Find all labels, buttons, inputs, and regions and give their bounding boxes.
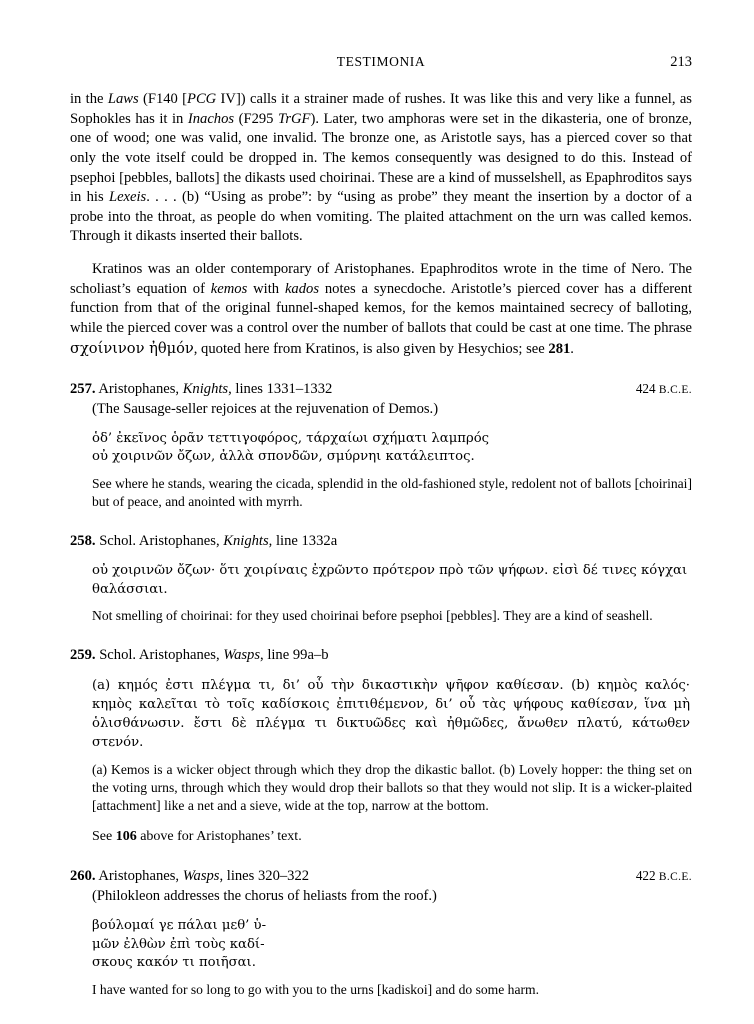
entry-258-number: 258. (70, 533, 96, 550)
entry-258 (70, 532, 692, 625)
comm-text-1: Kratinos was an older contemporary of Aristophanes. Epaphroditos wrote in the time of Nero. The scholiast’s equation of (70, 261, 692, 297)
entry-259 (70, 646, 692, 846)
entry-260-greek-line-1: βούλομαί γε πάλαι μεθ’ ὑ- (92, 917, 267, 933)
entry-257-translation: See where he stands, wearing the cicada, splendid in the old-fashioned style, redolent not of ballots [choirinai] but of peace, and anointed with myrrh. (92, 475, 692, 510)
entry-258-greek-line-2: θαλάσσιαι. (92, 581, 168, 597)
cont-text-3: IV]) calls it a strainer made of rushes. It was like this and very like a funnel, as Sophokles has it in (70, 91, 692, 127)
cont-text-4: (F295 (234, 110, 279, 127)
entry-257-work-title: Knights (182, 381, 229, 398)
entry-260-greek (70, 917, 692, 973)
comm-text-3: notes a synecdoche. Aristotle’s pierced cover has a different function from that of the original funnel-shaped kemos, for the kemos maintained secrecy of balloting, while the pierced cover was a control over the number of ballots that could be cast at one time. The phrase (70, 280, 692, 336)
cont-text-5: ). Later, two amphoras were set in the dikasteria, one of bronze, one of wood; one was valid, one invalid. The bronze one, as Aristotle says, has a pierced cover so that only the vote itself could be dropped in. The kemos consequently was designed to do this. Instead of psephoi [pebbles, ballots] the dikasts used choirinai. These are a kind of musselshell, as Epaphroditos says in his (70, 110, 692, 206)
comm-greek-phrase: σχοίνινον ἠθμόν (70, 339, 194, 357)
entry-257-subline: (The Sausage-seller rejoices at the rejuvenation of Demos.) (92, 400, 439, 417)
entry-257-citation-after: , lines 1331–1332 (228, 381, 333, 398)
entry-259-greek: (a) κημός ἐστι πλέγμα τι, δι’ οὗ τὴν δικαστικὴν ψῆφον καθίεσαν. (b) κημὸς καλός· κημὸς καλεῖται τὸ τοῖς καδίσκοις ἐπιτιθέμενον, δι’ οὗ τὰς ψήφους καθίεσαν, ἵνα μὴ ὁλισθάνωσιν. ἔστι δὲ πλέγμα τι δικτυῶδες καὶ ἠθμῶδες, ἄνωθεν πλατύ, κάτωθεν στενόν. (92, 678, 690, 751)
entry-257-number: 257. (70, 381, 96, 398)
entry-257-greek-line-1: ὁδ’ ἐκεῖνος ὁρᾶν τεττιγοφόρος, τάρχαίωι σχήματι λαμπρός (92, 430, 490, 446)
entry-257-greek (70, 430, 692, 467)
entry-260-greek-line-3: σκους κακόν τι ποιῆσαι. (92, 955, 256, 971)
entry-259-note-text-1: See (92, 828, 116, 844)
cont-title-inachos: Inachos (187, 110, 235, 127)
entry-257 (70, 380, 692, 511)
entry-260 (70, 867, 692, 999)
cont-title-pcg: PCG (187, 91, 217, 107)
cont-title-trgf: TrGF (278, 110, 311, 127)
cont-title-lexeis: Lexeis (108, 189, 147, 206)
entry-258-greek-line-1: οὐ χοιρινῶν ὄζων· ὅτι χοιρίναις ἐχρῶντο πρότερον πρὸ τῶν ψήφων. εἰσὶ δέ τινες κόγχαι (92, 562, 688, 578)
entry-260-date-era: B.C.E. (658, 871, 692, 884)
comm-text-4: , quoted here from Kratinos, is also given by Hesychios; see (193, 340, 549, 357)
entry-258-heading (70, 532, 692, 552)
page-number: 213 (670, 54, 692, 70)
entry-259-citation-after: , line 99a–b (260, 647, 329, 664)
entry-257-citation-before: Aristophanes, (95, 381, 183, 398)
entry-258-citation-after: , line 1332a (268, 533, 338, 550)
entry-260-heading (70, 867, 692, 887)
entry-257-date (636, 380, 692, 398)
comm-crossref-281[interactable]: 281 (548, 340, 571, 357)
entry-258-greek (70, 562, 692, 599)
entry-258-work-title: Knights (223, 533, 269, 550)
running-head: TESTIMONIA (336, 54, 426, 69)
entry-257-heading (70, 380, 692, 400)
entry-260-translation: I have wanted for so long to go with you to the urns [kadiskoi] and do some harm. (92, 982, 540, 998)
cont-text-2: (F140 [ (138, 91, 188, 107)
comm-text-2: with (247, 280, 285, 297)
entry-260-greek-line-2: μῶν ἐλθὼν ἐπὶ τοὺς καδί- (92, 936, 265, 952)
entry-257-date-number: 424 (635, 381, 656, 397)
entry-260-citation-before: Aristophanes, (95, 868, 183, 885)
entry-260-date-number: 422 (635, 868, 656, 884)
cont-text-6: . . . . (b) “Using as probe”: by “using as probe” they meant the insertion by a doctor of a probe into the throat, as people do when vomiting. The plaited attachment on the urn was called kemos. Through it dikasts inserted their ballots. (70, 189, 692, 245)
entry-260-subline: (Philokleon addresses the chorus of heliasts from the roof.) (92, 888, 437, 905)
comm-term-kados: kados (284, 280, 320, 297)
cont-title-laws: Laws (107, 91, 139, 107)
continued-paragraph (70, 90, 692, 247)
entry-259-citation-before: Schol. Aristophanes, (95, 647, 224, 664)
entry-259-translation: (a) Kemos is a wicker object through which they drop the dikastic ballot. (b) Lovely hopper: the thing set on the voting urns, through which they would drop their ballots so that they would not slip. It is a wicker-plaited [attachment] like a net and a sieve, wide at the top, narrow at the bottom. (92, 761, 692, 813)
entry-260-citation-after: , lines 320–322 (219, 868, 310, 885)
comm-text-5: . (570, 340, 574, 357)
entry-257-date-era: B.C.E. (658, 384, 692, 397)
entry-258-citation-before: Schol. Aristophanes, (95, 533, 224, 550)
entry-259-crossref-106[interactable]: 106 (115, 828, 137, 844)
entry-258-translation: Not smelling of choirinai: for they used choirinai before psephoi [pebbles]. They are a kind of seashell. (92, 608, 653, 624)
entry-259-number: 259. (70, 647, 96, 664)
entry-260-date (636, 867, 692, 885)
entry-259-heading (70, 646, 692, 666)
entry-259-work-title: Wasps (223, 647, 261, 664)
entry-260-number: 260. (70, 868, 96, 885)
entry-260-work-title: Wasps (182, 868, 220, 885)
entry-259-note (70, 828, 692, 847)
entry-259-note-text-2: above for Aristophanes’ text. (136, 828, 302, 844)
comm-term-kemos: kemos (210, 280, 248, 297)
page-header (70, 54, 692, 76)
cont-text-1: in the (70, 91, 108, 107)
entry-257-greek-line-2: οὐ χοιρινῶν ὄζων, ἀλλὰ σπονδῶν, σμύρνηι κατάλειπτος. (92, 449, 475, 465)
commentary-paragraph (70, 260, 692, 359)
